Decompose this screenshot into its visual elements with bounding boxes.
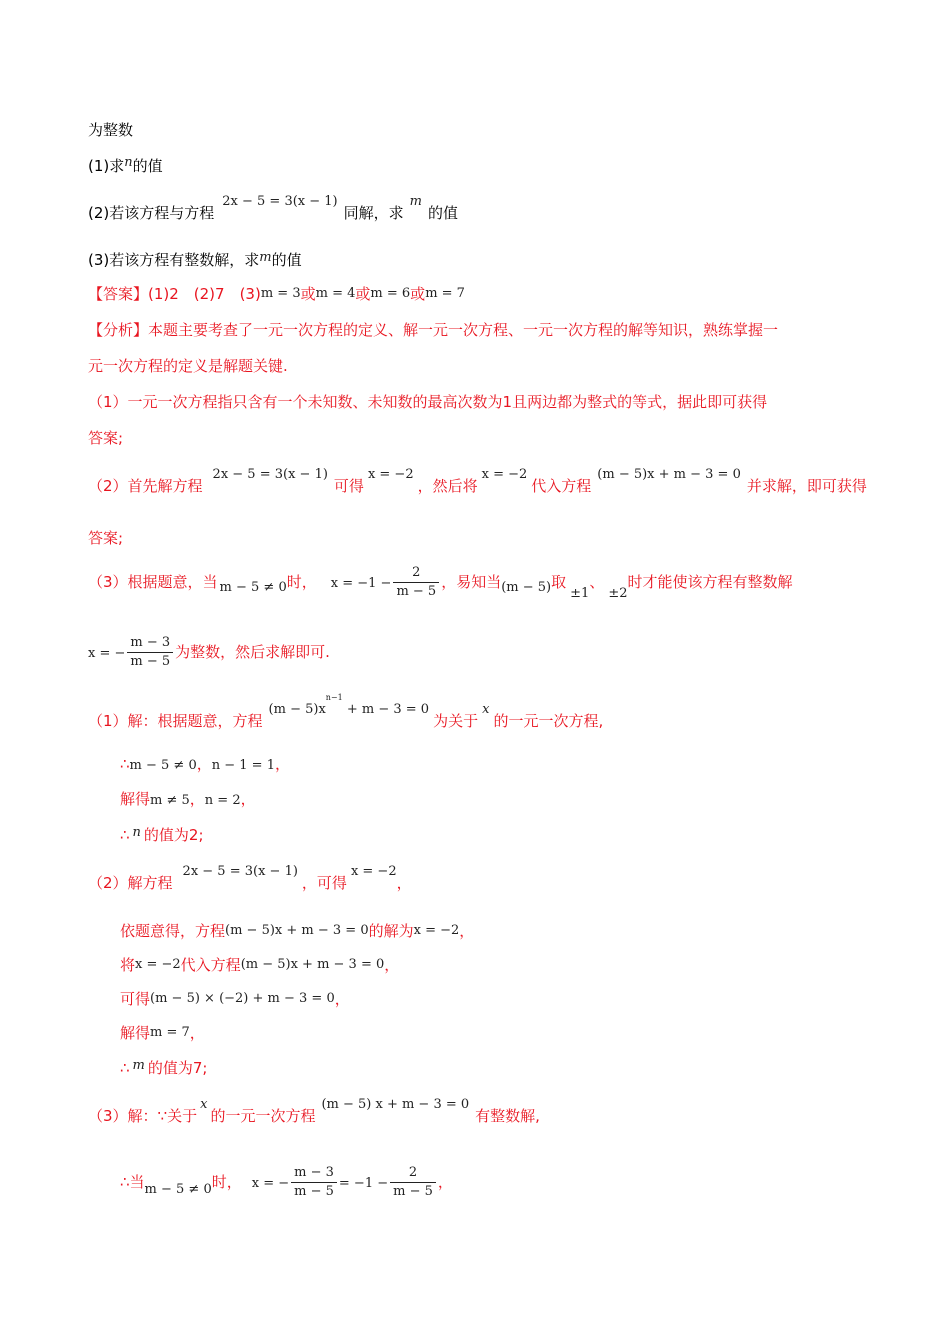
analysis-line-1: 【分析】本题主要考查了一元一次方程的定义、解一元一次方程、一元一次方程的解等知识，熟练掌握一	[88, 321, 779, 339]
solution-2-line-5: 解得m = 7，	[120, 1024, 205, 1042]
question-1: (1)求n的值	[88, 155, 163, 175]
fraction: $\frac{2}{m - 5}$	[393, 564, 439, 601]
question-2: (2)若该方程与方程2x − 5 = 3(x − 1)同解，求m的值	[88, 194, 458, 222]
solution-2-line-2: 依题意得，方程(m − 5)x + m − 3 = 0的解为x = −2，	[120, 922, 475, 940]
analysis-p1-line-1: （1）一元一次方程指只含有一个未知数、未知数的最高次数为1且两边都为整式的等式，据此即可获得	[88, 393, 768, 411]
solution-3-line-1: （3）解：∵关于x的一元一次方程(m − 5) x + m − 3 = 0有整数解,	[88, 1097, 540, 1125]
fraction: $\frac{m - 3}{m - 5}$	[291, 1164, 337, 1201]
solution-2-line-3: 将x = −2代入方程(m − 5)x + m − 3 = 0，	[120, 956, 400, 974]
analysis-p2-line-1: （2）首先解方程2x − 5 = 3(x − 1)可得x = −2，然后将x = −2代入方程(m − 5)x + m − 3 = 0并求解，即可获得	[88, 467, 867, 495]
answer-line: 【答案】(1)2 (2)7 (3)m = 3或m = 4或m = 6或m = 7	[88, 285, 465, 303]
solution-2-line-6: ∴ m 的值为7;	[120, 1058, 208, 1077]
analysis-p3-line: （3）根据题意，当 m − 5 ≠ 0时， x = −1 − $\frac{2}{m - 5}$ ，易知当(m − 5)取±1、±2时才能使该方程有整数解	[88, 565, 793, 601]
solution-1-line-1: （1）解：根据题意，方程$(m - 5)x^{n-1} + m - 3 = 0$为关于x的一元一次方程,	[88, 693, 604, 730]
solution-1-line-2: ∴m − 5 ≠ 0，n − 1 = 1，	[120, 755, 290, 773]
analysis-p4-line: x = − $\frac{m - 3}{m - 5}$ 为整数，然后求解即可.	[88, 635, 330, 669]
solution-2-line-4: 可得(m − 5) × (−2) + m − 3 = 0，	[120, 990, 350, 1008]
solution-2-line-1: （2）解方程2x − 5 = 3(x − 1)，可得x = −2，	[88, 864, 412, 892]
solution-3-line-2: ∴当m − 5 ≠ 0时， x = − $\frac{m - 3}{m - 5}$ = −1 − $\frac{2}{m - 5}$ ，	[120, 1165, 453, 1199]
analysis-p1-line-2: 答案;	[88, 429, 124, 447]
fraction: $\frac{2}{m - 5}$	[390, 1164, 436, 1201]
fraction: $\frac{m - 3}{m - 5}$	[127, 634, 173, 671]
analysis-p2-line-2: 答案;	[88, 529, 124, 547]
solution-1-line-4: ∴ n 的值为2;	[120, 825, 204, 844]
analysis-line-2: 元一次方程的定义是解题关键.	[88, 357, 288, 375]
problem-line-0: 为整数	[88, 121, 134, 139]
question-3: (3)若该方程有整数解，求m的值	[88, 250, 302, 269]
solution-1-line-3: 解得m ≠ 5，n = 2，	[120, 790, 256, 808]
